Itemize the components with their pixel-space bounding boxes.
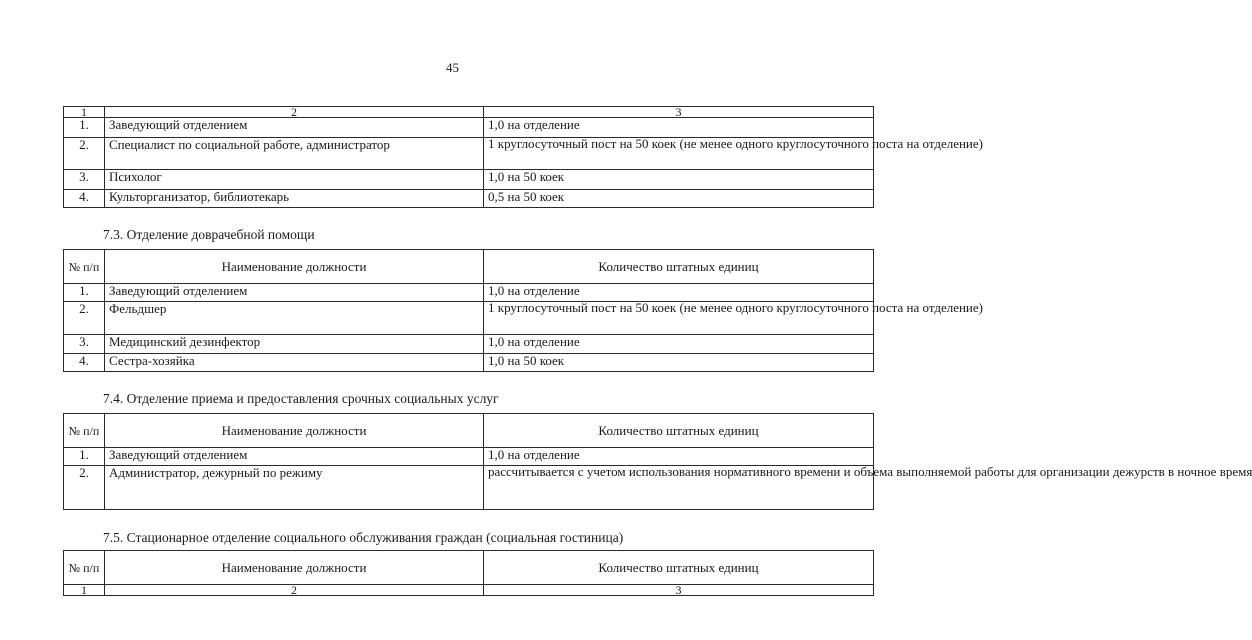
row-number: 3.	[64, 170, 105, 190]
header-position: Наименование должности	[105, 414, 484, 448]
position-name: Заведующий отделением	[105, 448, 484, 466]
row-number: 3.	[64, 335, 105, 354]
staff-quantity: 1 круглосуточный пост на 50 коек (не менее одного круглосуточного поста на отделение)	[484, 302, 874, 335]
position-name: Медицинский дезинфектор	[105, 335, 484, 354]
staff-quantity: 1,0 на отделение	[484, 284, 874, 302]
table-row	[64, 335, 874, 354]
column-index-2: 2	[105, 107, 484, 118]
column-index-3: 3	[484, 107, 874, 118]
header-quantity: Количество штатных единиц	[484, 250, 874, 284]
table-row	[64, 190, 874, 208]
staff-quantity: 0,5 на 50 коек	[484, 190, 874, 208]
staff-quantity: 1,0 на отделение	[484, 118, 874, 138]
header-quantity: Количество штатных единиц	[484, 414, 874, 448]
table-header-row	[64, 250, 874, 284]
table-row	[64, 466, 874, 510]
table-row	[64, 170, 874, 190]
section-title-7-3: 7.3. Отделение доврачебной помощи	[103, 227, 315, 242]
column-index-1: 1	[64, 107, 105, 118]
position-name: Фельдшер	[105, 302, 484, 335]
staff-table-7-3	[63, 249, 983, 372]
row-number: 2.	[64, 466, 105, 510]
header-position: Наименование должности	[105, 250, 484, 284]
staff-quantity: 1,0 на 50 коек	[484, 170, 874, 190]
staff-quantity: 1,0 на 50 коек	[484, 354, 874, 372]
position-name: Сестра-хозяйка	[105, 354, 484, 372]
row-number: 1.	[64, 448, 105, 466]
row-number: 2.	[64, 302, 105, 335]
column-index-3: 3	[484, 585, 874, 596]
section-title-7-4: 7.4. Отделение приема и предоставления срочных социальных услуг	[103, 391, 499, 406]
row-number: 1.	[64, 284, 105, 302]
header-number: № п/п	[64, 250, 105, 284]
row-number: 1.	[64, 118, 105, 138]
table-row	[64, 284, 874, 302]
table-row	[64, 302, 874, 335]
header-number: № п/п	[64, 414, 105, 448]
row-number: 4.	[64, 354, 105, 372]
table-header-row	[64, 551, 874, 585]
table-header-row	[64, 414, 874, 448]
position-name: Администратор, дежурный по режиму	[105, 466, 484, 510]
position-name: Культорганизатор, библиотекарь	[105, 190, 484, 208]
row-number: 2.	[64, 138, 105, 170]
position-name: Психолог	[105, 170, 484, 190]
table-row	[64, 354, 874, 372]
staff-quantity: 1,0 на отделение	[484, 448, 874, 466]
table-row	[64, 118, 874, 138]
page-number: 45	[446, 60, 459, 75]
header-number: № п/п	[64, 551, 105, 585]
staff-table-continued	[63, 105, 983, 208]
position-name: Специалист по социальной работе, администратор	[105, 138, 484, 170]
staff-quantity: рассчитывается с учетом использования нормативного времени и объема выполняемой работы для организации дежурств в ночное время	[484, 466, 874, 510]
column-index-1: 1	[64, 585, 105, 596]
table-row	[64, 448, 874, 466]
header-position: Наименование должности	[105, 551, 484, 585]
table-row	[64, 138, 874, 170]
column-index-row	[64, 107, 874, 118]
column-index-row	[64, 585, 874, 596]
position-name: Заведующий отделением	[105, 284, 484, 302]
row-number: 4.	[64, 190, 105, 208]
column-index-2: 2	[105, 585, 484, 596]
position-name: Заведующий отделением	[105, 118, 484, 138]
staff-table-7-4	[63, 413, 1252, 510]
staff-table-7-5	[63, 550, 874, 596]
header-quantity: Количество штатных единиц	[484, 551, 874, 585]
staff-quantity: 1,0 на отделение	[484, 335, 874, 354]
section-title-7-5: 7.5. Стационарное отделение социального обслуживания граждан (социальная гостиница)	[103, 530, 624, 545]
staff-quantity: 1 круглосуточный пост на 50 коек (не менее одного круглосуточного поста на отделение)	[484, 138, 874, 170]
